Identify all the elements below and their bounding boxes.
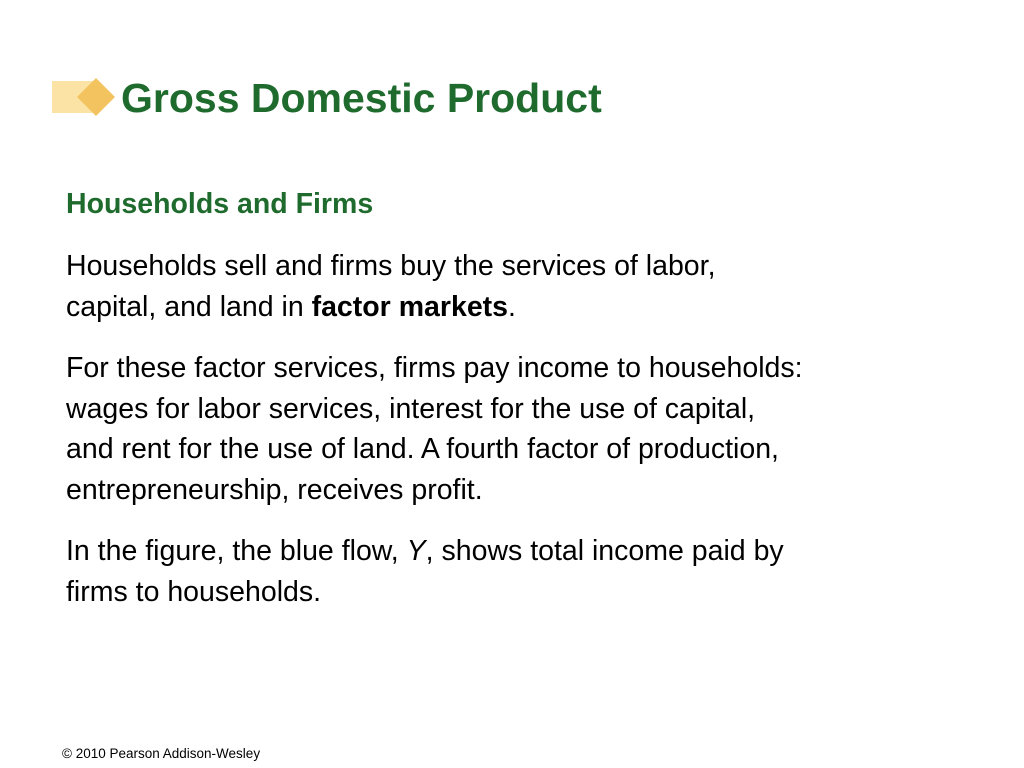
paragraph-line: For these factor services, firms pay income to households: bbox=[66, 352, 803, 384]
section-subheading: Households and Firms bbox=[66, 188, 374, 220]
paragraph-factor-markets bbox=[66, 246, 966, 327]
paragraph-text: . bbox=[508, 290, 516, 323]
paragraph-line bbox=[66, 287, 966, 328]
symbol-y: Y bbox=[406, 535, 426, 567]
paragraph-line: Households sell and firms buy the services of labor, bbox=[66, 250, 716, 282]
paragraph-line: and rent for the use of land. A fourth factor of production, bbox=[66, 433, 779, 465]
paragraph-blue-flow bbox=[66, 531, 966, 612]
key-term-factor-markets: factor markets bbox=[311, 290, 509, 323]
paragraph-text: In the figure, the blue flow, bbox=[66, 535, 407, 567]
paragraph-line bbox=[66, 531, 966, 572]
paragraph-factor-income bbox=[66, 348, 966, 510]
diamond-bullet-icon bbox=[52, 78, 116, 116]
copyright-footer: © 2010 Pearson Addison-Wesley bbox=[62, 746, 261, 761]
paragraph-line: wages for labor services, interest for the use of capital, bbox=[66, 392, 756, 425]
paragraph-text: , shows total income paid by bbox=[425, 535, 784, 567]
slide-body bbox=[66, 184, 966, 633]
paragraph-text: capital, and land in bbox=[66, 290, 312, 323]
paragraph-line: entrepreneurship, receives profit. bbox=[66, 473, 483, 506]
slide-title: Gross Domestic Product bbox=[121, 75, 602, 121]
paragraph-line: firms to households. bbox=[66, 575, 322, 608]
